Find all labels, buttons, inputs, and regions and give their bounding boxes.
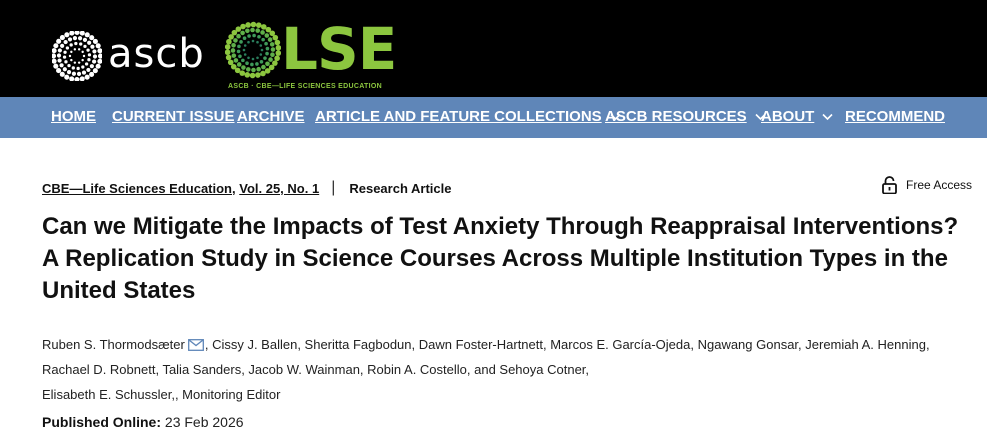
site-header — [0, 0, 987, 97]
access-label: Free Access — [906, 178, 973, 192]
authors-line-2[interactable]: Rachael D. Robnett, Talia Sanders, Jacob W. Wainman, Robin A. Costello, and Sehoya Cotner, — [42, 362, 590, 377]
nav-current-issue-label: CURRENT ISSUE — [112, 108, 235, 125]
published-value: 23 Feb 2026 — [164, 414, 244, 430]
author-first[interactable]: Ruben S. Thormodsæter — [42, 337, 185, 352]
nav-article-collections[interactable] — [315, 108, 621, 125]
lse-logo-subtitle: ASCB · CBE—LIFE SCIENCES EDUCATION — [228, 83, 382, 90]
published-label: Published Online: — [42, 414, 162, 430]
nav-article-collections-label: ARTICLE AND FEATURE COLLECTIONS — [315, 108, 602, 125]
email-icon[interactable] — [188, 339, 204, 351]
ascb-logo[interactable] — [52, 31, 205, 81]
authors-rest[interactable]: , Cissy J. Ballen, Sheritta Fagbodun, Dawn Foster-Hartnett, Marcos E. García-Ojeda, Ngawang Gonsar, Jeremiah A. Henning, — [204, 337, 930, 352]
authors-line-1 — [42, 332, 962, 357]
nav-about-label: ABOUT — [761, 108, 815, 125]
published-date — [42, 414, 244, 430]
lse-logo[interactable] — [225, 15, 405, 94]
chevron-down-icon — [822, 113, 833, 121]
nav-current-issue[interactable] — [112, 108, 235, 125]
breadcrumb — [42, 179, 451, 197]
article-title: Can we Mitigate the Impacts of Test Anxiety Through Reappraisal Interventions? A Replication Study in Science Courses Across Multiple Institution Types in the United States — [42, 213, 959, 304]
nav-archive-label: ARCHIVE — [237, 108, 305, 125]
nav-home-label: HOME — [51, 108, 96, 125]
authors-line-3[interactable]: Elisabeth E. Schussler,, Monitoring Editor — [42, 387, 281, 402]
author-list — [42, 332, 962, 407]
open-lock-icon — [882, 176, 897, 194]
article-type: Research Article — [349, 180, 452, 196]
ascb-dots-icon — [52, 31, 102, 81]
main-nav — [0, 97, 987, 138]
nav-about[interactable] — [761, 108, 833, 125]
nav-ascb-resources[interactable] — [605, 108, 766, 125]
issue-link[interactable]: Vol. 25, No. 1 — [239, 180, 320, 196]
nav-home[interactable] — [51, 108, 96, 125]
access-badge — [882, 176, 972, 194]
lse-dots-icon — [225, 20, 281, 80]
nav-ascb-resources-label: ASCB RESOURCES — [605, 108, 747, 125]
ascb-logo-text: ascb — [108, 31, 205, 77]
breadcrumb-divider: | — [331, 179, 336, 196]
nav-archive[interactable] — [237, 108, 305, 125]
nav-recommend-label: RECOMMEND — [845, 108, 945, 125]
nav-recommend[interactable] — [845, 108, 945, 125]
breadcrumb-comma: , — [232, 180, 240, 196]
lse-logo-text: LSE — [281, 15, 397, 83]
journal-link[interactable]: CBE—Life Sciences Education — [42, 180, 232, 196]
